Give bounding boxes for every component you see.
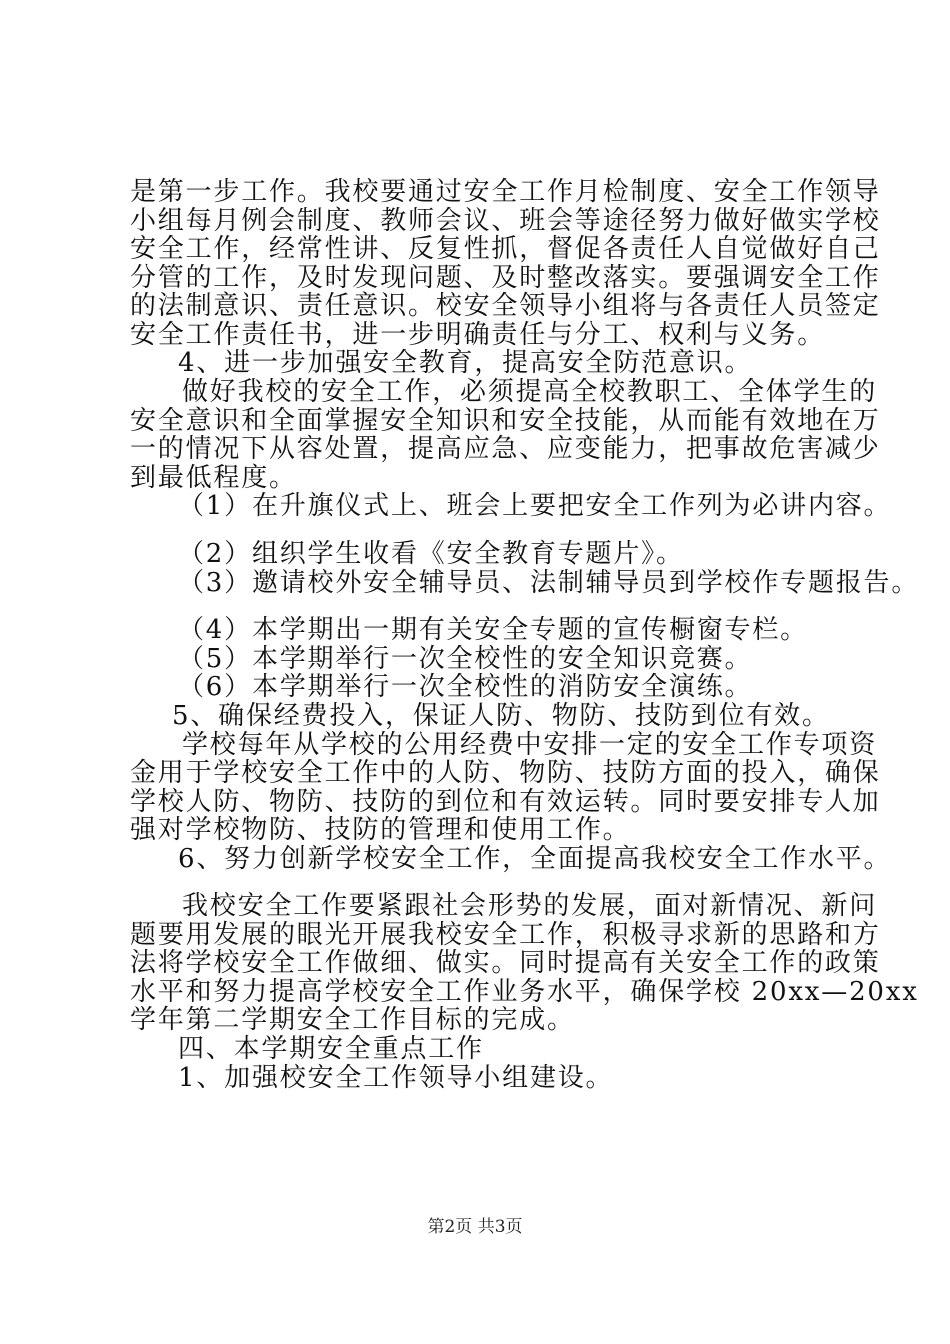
text-line: 分管的工作，及时发现问题、及时整改落实。要强调安全工作	[130, 263, 881, 293]
text-line: 一的情况下从容处置，提高应急、应变能力，把事故危害减少	[130, 434, 881, 464]
text-line: 水平和努力提高学校安全工作业务水平，确保学校 20xx—20xx	[130, 977, 919, 1007]
text-line: 的法制意识、责任意识。校安全领导小组将与各责任人员签定	[130, 291, 881, 321]
text-line: 金用于学校安全工作中的人防、物防、技防方面的投入，确保	[130, 758, 881, 788]
list-item: （1）在升旗仪式上、班会上要把安全工作列为必讲内容。	[178, 491, 892, 521]
text-line: 法将学校安全工作做细、做实。同时提高有关安全工作的政策	[130, 948, 881, 978]
text-line: 安全工作，经常性讲、反复性抓，督促各责任人自觉做好自己	[130, 234, 881, 264]
text-line: 是第一步工作。我校要通过安全工作月检制度、安全工作领导	[130, 177, 881, 207]
text-line: 安全意识和全面掌握安全知识和安全技能，从而能有效地在万	[130, 406, 881, 436]
list-item: （3）邀请校外安全辅导员、法制辅导员到学校作专题报告。	[178, 568, 920, 598]
list-item: （6）本学期举行一次全校性的消防安全演练。	[178, 672, 753, 702]
page-footer: 第2页 共3页	[427, 1217, 523, 1237]
text-line: 学年第二学期安全工作目标的完成。	[130, 1005, 575, 1035]
text-line: 题要用发展的眼光开展我校安全工作，积极寻求新的思路和方	[130, 920, 881, 950]
section-heading: 4、进一步加强安全教育，提高安全防范意识。	[178, 348, 753, 378]
list-item: （5）本学期举行一次全校性的安全知识竞赛。	[178, 644, 753, 674]
section-heading: 5、确保经费投入，保证人防、物防、技防到位有效。	[172, 701, 830, 731]
text-line: 做好我校的安全工作，必须提高全校教职工、全体学生的	[182, 377, 878, 407]
section-heading: 6、努力创新学校安全工作，全面提高我校安全工作水平。	[178, 844, 892, 874]
text-line: 我校安全工作要紧跟社会形势的发展，面对新情况、新问	[182, 891, 878, 921]
text-line: 安全工作责任书，进一步明确责任与分工、权利与义务。	[130, 320, 826, 350]
section-heading: 1、加强校安全工作领导小组建设。	[178, 1063, 614, 1093]
text-line: 学校每年从学校的公用经费中安排一定的安全工作专项资	[182, 730, 878, 760]
list-item: （4）本学期出一期有关安全专题的宣传橱窗专栏。	[178, 615, 808, 645]
list-item: （2）组织学生收看《安全教育专题片》。	[178, 539, 684, 569]
text-line: 学校人防、物防、技防的到位和有效运转。同时要安排专人加	[130, 787, 881, 817]
text-line: 强对学校物防、技防的管理和使用工作。	[130, 815, 631, 845]
text-line: 小组每月例会制度、教师会议、班会等途径努力做好做实学校	[130, 206, 881, 236]
text-line: 到最低程度。	[130, 463, 297, 493]
section-heading: 四、本学期安全重点工作	[178, 1034, 484, 1064]
